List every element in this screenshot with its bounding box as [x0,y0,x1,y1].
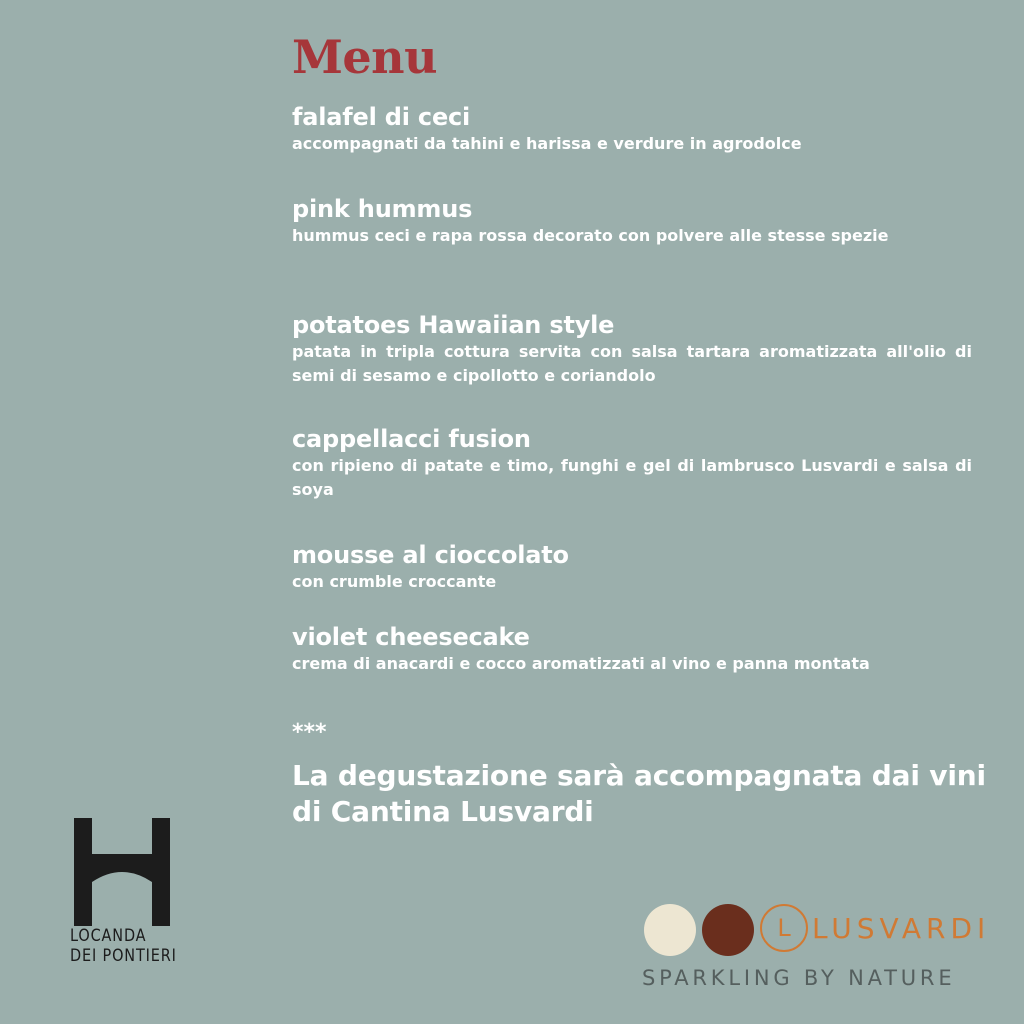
lusvardi-logo [642,902,992,1002]
menu-item [292,310,972,388]
locanda-line2: DEI PONTIERI [70,946,177,966]
menu-item-description: con ripieno di patate e timo, funghi e gel di lambrusco Lusvardi e salsa di soya [292,456,972,499]
menu-item-description: con crumble croccante [292,572,497,591]
menu-item [292,424,972,502]
menu-item [292,194,972,248]
menu-item-name: cappellacci fusion [292,425,531,453]
lusvardi-name: LUSVARDI [812,912,991,945]
closing-text: La degustazione sarà accompagnata dai vini di Cantina Lusvardi [292,759,986,828]
menu-item-name: violet cheesecake [292,623,530,651]
menu-item-description: accompagnati da tahini e harissa e verdure in agrodolce [292,134,802,153]
menu-item [292,622,972,676]
menu-item-description: patata in tripla cottura servita con salsa tartara aromatizzata all'olio di semi di sesamo e cipollotto e coriandolo [292,342,972,385]
menu-item-name: mousse al cioccolato [292,541,569,569]
locanda-line1: LOCANDA [70,926,147,946]
separator: *** [292,720,327,745]
menu-item [292,102,972,156]
locanda-logo [70,818,180,966]
menu-item-description: crema di anacardi e cocco aromatizzati al vino e panna montata [292,654,870,673]
locanda-mark-icon [70,818,174,926]
cream-circle-icon [644,904,696,956]
menu-item-name: pink hummus [292,195,473,223]
menu-item-name: potatoes Hawaiian style [292,311,615,339]
lusvardi-letter: L [777,914,791,942]
menu-item [292,540,972,594]
menu-item-description: hummus ceci e rapa rossa decorato con polvere alle stesse spezie [292,226,889,245]
brown-circle-icon [702,904,754,956]
menu-title: Menu [292,30,438,84]
menu-item-name: falafel di ceci [292,103,471,131]
lusvardi-tagline: SPARKLING BY NATURE [642,966,956,990]
letter-circle-icon [760,904,808,952]
